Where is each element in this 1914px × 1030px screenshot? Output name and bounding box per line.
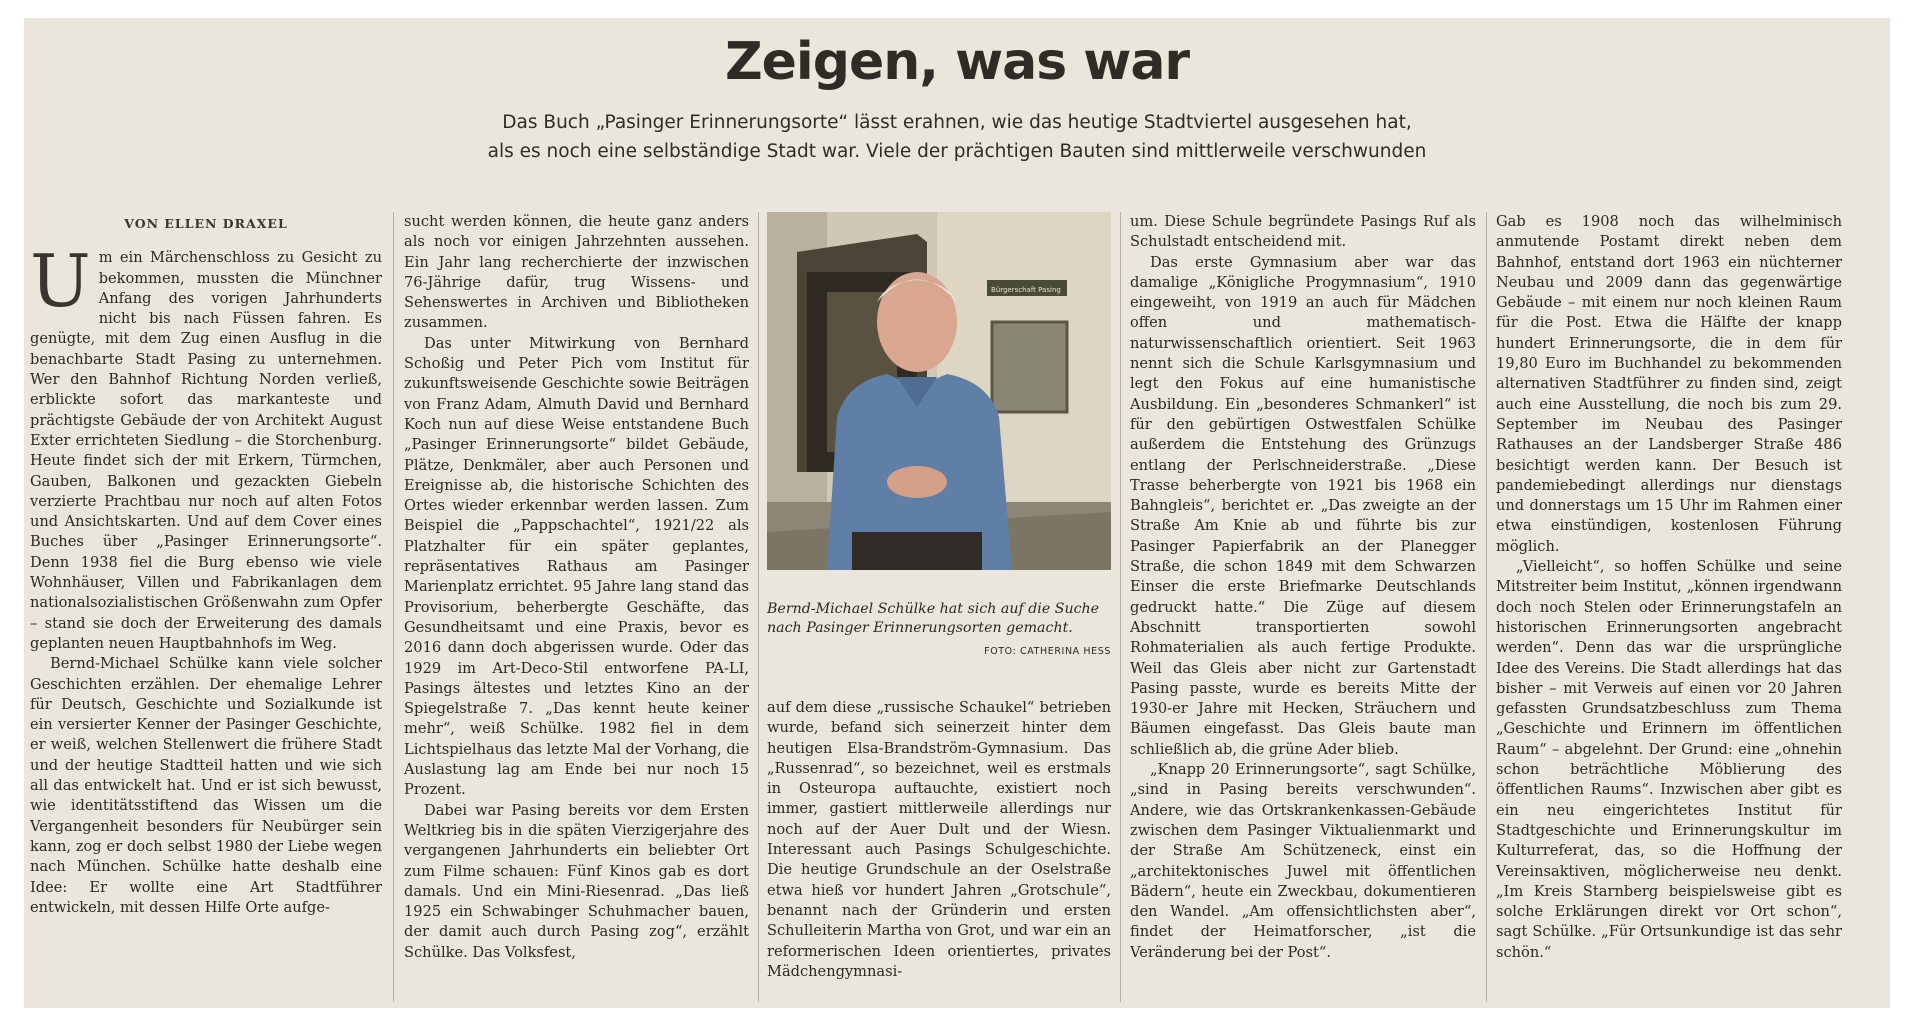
article-column-3: [767, 698, 1111, 1002]
newspaper-clipping: [24, 18, 1890, 1008]
column-divider: [1120, 212, 1121, 1002]
headline: Zeigen, was war: [724, 32, 1190, 92]
subheadline: [24, 108, 1890, 166]
column-divider: [393, 212, 394, 1002]
article-paragraph: um. Diese Schule begründete Pasings Ruf als Schulstadt entscheidend mit.: [1130, 213, 1476, 251]
portrait-photo-illustration: [767, 212, 1111, 570]
article-column-2: [404, 212, 749, 1002]
article-paragraph: auf dem diese „russische Schaukel“ betrieben wurde, befand sich seinerzeit hinter dem heutigen Elsa-Brandström-Gymnasium. Das „Russenrad“, so bezeichnet, weil es erstmals in Osteuropa auftauchte, existiert noch immer, gastiert mittlerweile allerdings nur noch auf der Auer Dult und der Wiesn. Interessant auch Pasings Schulgeschichte. Die heutige Grundschule an der Oselstraße etwa hieß vor hundert Jahren „Grotschule“, benannt nach der Gründerin und ersten Schulleiterin Martha von Grot, und war ein an reformerischen Ideen orientiertes, privates Mädchengymnasi-: [767, 699, 1111, 980]
caption-text: Bernd-Michael Schülke hat sich auf die Suche nach Pasinger Erinnerungsorten gemacht.: [767, 601, 1100, 636]
article-paragraph: sucht werden können, die heute ganz anders als noch vor einigen Jahrzehnten aussehen. Ein Jahr lang recherchierte der inzwischen 76-Jährige dafür, trug Wissens- und Sehenswertes in Archiven und Bibliotheken zusammen.: [404, 213, 749, 332]
article-paragraph: Gab es 1908 noch das wilhelminisch anmutende Postamt direkt neben dem Bahnhof, entstand dort 1963 ein nüchterner Neubau und 2009 dann das gegenwärtige Gebäude – mit einem nur noch kleinen Raum für die Post. Etwa die Hälfte der knapp hundert Erinnerungsorte, die in dem für 19,80 Euro im Buchhandel zu bekommenden alternativen Stadtführer zu finden sind, zeigt auch eine Ausstellung, die noch bis zum 29. September im Neubau des Pasinger Rathauses an der Landsberger Straße 486 besichtigt werden kann. Der Besuch ist pandemiebedingt allerdings nur dienstags und donnerstags um 15 Uhr im Rahmen einer etwa einstündigen, kostenlosen Führung möglich.: [1496, 213, 1842, 555]
photo-credit: FOTO: CATHERINA HESS: [984, 646, 1111, 657]
portrait-photo: [767, 212, 1111, 570]
article-paragraph: Um ein Märchenschloss zu Gesicht zu bekommen, mussten die Münchner Anfang des vorigen Jahrhunderts nicht bis nach Füssen fahren. Es genügte, mit dem Zug einen Ausflug in die benachbarte Stadt Pasing zu unternehmen. Wer den Bahnhof Richtung Norden verließ, erblickte sofort das markanteste und prächtigste Gebäude der von Architekt August Exter errichteten Siedlung – die Storchenburg. Heute findet sich der mit Erkern, Türmchen, Gauben, Balkonen und gezackten Giebeln verzierte Prachtbau nur noch auf alten Fotos und Ansichtskarten. Und auf dem Cover eines Buches über „Pasinger Erinnerungsorte“. Denn 1938 fiel die Burg ebenso wie viele Wohnhäuser, Villen und Fabrikanlagen dem nationalsozialistischen Größenwahn zum Opfer – stand sie doch der Erweiterung des damals geplanten neuen Hauptbahnhofs im Weg.: [30, 239, 382, 652]
article-column-5: [1496, 212, 1842, 1002]
subheadline-line-2: als es noch eine selbständige Stadt war. Viele der prächtigen Bauten sind mittlerweile verschwunden: [487, 141, 1427, 162]
column-divider: [1486, 212, 1487, 1002]
article-paragraph: Bernd-Michael Schülke kann viele solcher Geschichten erzählen. Der ehemalige Lehrer für Deutsch, Geschichte und Sozialkunde ist ein versierter Kenner der Pasinger Geschichte, er weiß, welchen Stellenwert die frühere Stadt und der heutige Stadtteil hatten und wie sich all das entwickelt hat. Und er ist sich bewusst, wie identitätsstiftend das Wissen um die Vergangenheit besonders für Neubürger sein kann, zog er doch selbst 1980 der Liebe wegen nach München. Schülke hatte deshalb eine Idee: Er wollte eine Art Stadtführer entwickeln, mit dessen Hilfe Orte aufge-: [30, 655, 382, 916]
column-divider: [758, 212, 759, 1002]
door-sign-text: Bürgerschaft Pasing: [991, 286, 1061, 294]
byline: VON ELLEN DRAXEL: [124, 216, 288, 231]
article-column-4: [1130, 212, 1476, 1002]
drop-cap: U: [30, 239, 91, 324]
subheadline-line-1: Das Buch „Pasinger Erinnerungsorte“ lässt erahnen, wie das heutige Stadtviertel ausgesehen hat,: [502, 112, 1412, 133]
article-paragraph: Das unter Mitwirkung von Bernhard Schoßig und Peter Pich vom Institut für zukunftsweisende Geschichte sowie Beiträgen von Franz Adam, Almuth David und Bernhard Koch nun auf diese Weise entstandene Buch „Pasinger Erinnerungsorte“ bildet Gebäude, Plätze, Denkmäler, aber auch Personen und Ereignisse ab, die historische Schichten des Ortes wieder erkennbar werden lassen. Zum Beispiel die „Pappschachtel“, 1921/22 als Platzhalter für ein später geplantes, repräsentatives Rathaus am Pasinger Marienplatz errichtet. 95 Jahre lang stand das Provisorium, beherbergte Geschäfte, das Gesundheitsamt und eine Praxis, bevor es 2016 dann doch abgerissen wurde. Oder das 1929 im Art-Deco-Stil entworfene PA-LI, Pasings ältestes und letztes Kino an der Spiegelstraße 7. „Das kennt heute keiner mehr“, weiß Schülke. 1982 fiel in dem Lichtspielhaus das letzte Mal der Vorhang, die Auslastung lag am Ende bei nur noch 15 Prozent.: [404, 334, 749, 799]
article-paragraph: Dabei war Pasing bereits vor dem Ersten Weltkrieg bis in die späten Vierzigerjahre des vergangenen Jahrhunderts ein beliebter Ort zum Filme schauen: Fünf Kinos gab es dort damals. Und ein Mini-Riesenrad. „Das ließ 1925 ein Schwabinger Schuhmacher bauen, der damit auch durch Pasing zog“, erzählt Schülke. Das Volksfest,: [404, 801, 749, 961]
photo-caption: [767, 600, 1111, 661]
article-paragraph: Das erste Gymnasium aber war das damalige „Königliche Progymnasium“, 1910 eingeweiht, von 1919 an auch für Mädchen offen und mathematisch-naturwissenschaftlich orientiert. Seit 1963 nennt sich die Schule Karlsgymnasium und legt den Fokus auf eine humanistische Ausbildung. Ein „besonderes Schmankerl“ ist für den gebürtigen Ostwestfalen Schülke außerdem die Entstehung des Grünzugs entlang der Perlschneiderstraße. „Diese Trasse beherbergte von 1921 bis 1968 ein Bahngleis“, berichtet er. „Das zweigte an der Straße Am Knie ab und führte bis zur Pasinger Papierfabrik an der Planegger Straße, die schon 1849 mit dem Schwarzen Einser die erste Briefmarke Deutschlands gedruckt hatte.“ Die Züge auf diesem Abschnitt transportierten sowohl Rohmaterialien als auch fertige Produkte. Weil das Gleis aber nicht zur Gartenstadt Pasing passte, wurde es bereits Mitte der 1930-er Jahre mit Hecken, Sträuchern und Bäumen eingefasst. Das Gleis baute man schließlich ab, die grüne Ader blieb.: [1130, 253, 1476, 758]
article-column-1: [30, 212, 382, 1002]
article-paragraph: „Knapp 20 Erinnerungsorte“, sagt Schülke, „sind in Pasing bereits verschwunden“. Andere, wie das Ortskrankenkassen-Gebäude zwischen dem Pasinger Viktualienmarkt und der Straße Am Schützeneck, einst ein „architektonisches Juwel mit öffentlichen Bädern“, heute ein Zweckbau, dokumentieren den Wandel. „Am offensichtlichsten aber“, findet der Heimatforscher, „ist die Veränderung bei der Post“.: [1130, 761, 1476, 961]
article-paragraph: „Vielleicht“, so hoffen Schülke und seine Mitstreiter beim Institut, „können irgendwann doch noch Stelen oder Erinnerungstafeln an historischen Erinnerungsorten angebracht werden“. Denn das war die ursprüngliche Idee des Vereins. Die Stadt allerdings hat das bisher – mit Verweis auf einen vor 20 Jahren gefassten Grundsatzbeschluss zum Thema „Geschichte und Erinnern im öffentlichen Raum“ – abgelehnt. Der Grund: eine „ohnehin schon beträchtliche Möblierung des öffentlichen Raums“. Inzwischen aber gibt es ein neu eingerichtetes Institut für Stadtgeschichte und Erinnerungskultur im Kulturreferat, das, so die Hoffnung der Vereinsaktiven, möglicherweise neu denkt. „Im Kreis Starnberg beispielsweise gibt es solche Erklärungen direkt vor Ort schon“, sagt Schülke. „Für Ortsunkundige ist das sehr schön.“: [1496, 558, 1842, 961]
